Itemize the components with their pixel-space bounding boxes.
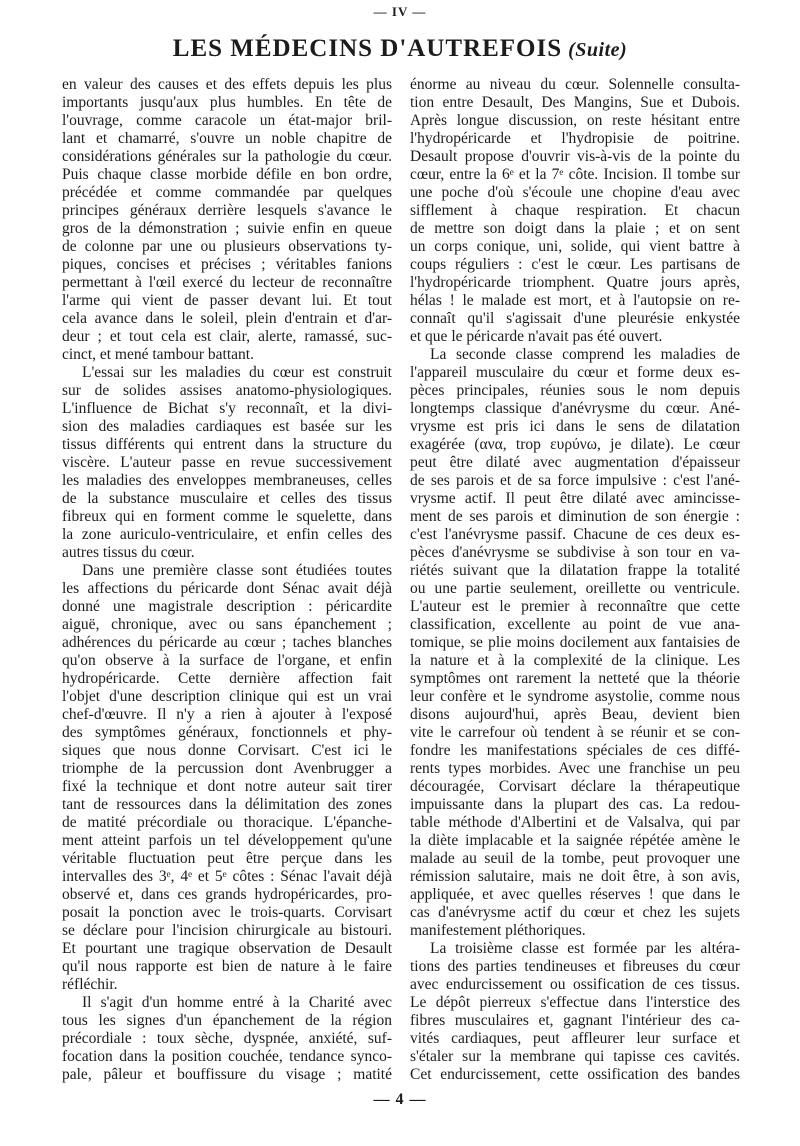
text-line: tions des parties tendineuses et fibreuses du cœur xyxy=(410,958,740,975)
text-line: pèces d'anévrysme se subdivise à son tour en va- xyxy=(410,544,740,561)
text-line: de ses parois et de sa force impulsive : c'est l'ané- xyxy=(410,472,740,489)
text-line: La troisième classe est formée par les altéra- xyxy=(430,940,740,957)
text-line: peut être dilaté avec augmentation d'épaisseur xyxy=(410,454,740,471)
page-number: — 4 — xyxy=(373,1091,427,1108)
text-line: deur ; et tout cela est clair, alerte, ramassé, suc- xyxy=(62,328,392,345)
text-line: l'hydropéricarde triomphent. Quatre jours après, xyxy=(410,274,740,291)
text-line: focation dans la position couchée, tendance synco- xyxy=(62,1048,392,1065)
text-line: chef-d'œuvre. Il n'y a rien à ajouter à l'exposé xyxy=(62,706,392,723)
text-line: sifflement à chaque respiration. Et chacun xyxy=(410,202,740,219)
text-line: permettant à l'œil exercé du lecteur de reconnaître xyxy=(62,274,392,291)
left-column xyxy=(62,76,392,1084)
text-line: et que le péricarde n'avait pas été ouvert. xyxy=(410,328,663,345)
text-line: Le dépôt pierreux s'effectue dans l'interstice des xyxy=(410,994,740,1011)
text-line: riétés suivant que la dilatation frappe la totalité xyxy=(410,562,740,579)
text-line: rents types morbides. Avec une franchise un peu xyxy=(410,760,740,777)
text-line: l'hydropéricarde et l'hydropisie de poitrine. xyxy=(410,130,740,147)
text-line: Et pourtant une tragique observation de Desault xyxy=(62,940,392,957)
text-line: Desault propose d'ouvrir vis-à-vis de la pointe du xyxy=(410,148,740,165)
text-line: lant et chamarré, s'ouvre un noble chapitre de xyxy=(62,130,392,147)
text-line: L'influence de Bichat s'y reconnaît, et la divi- xyxy=(62,400,392,417)
text-line: fibreux qui en forment comme le squelette, dans xyxy=(62,508,392,525)
text-line: ou une partie seulement, oreillette ou ventricule. xyxy=(410,580,740,597)
text-line: adhérences du péricarde au cœur ; taches blanches xyxy=(62,634,392,651)
text-line: malade au seuil de la tombe, peut provoquer une xyxy=(410,850,740,867)
text-line: rémission salutaire, mais ne doit être, à son avis, xyxy=(410,868,740,885)
text-line: l'arme qui vient de passer devant lui. Et tout xyxy=(62,292,392,309)
text-line: appliquée, et avec quelles réserves ! que dans le xyxy=(410,886,740,903)
text-line: siques que nous donne Corvisart. C'est ici le xyxy=(62,742,392,759)
text-line: vite le carrefour où tendent à se réunir et se con- xyxy=(410,724,740,741)
paragraph xyxy=(62,562,392,994)
text-line: découragée, Corvisart déclare la thérapeutique xyxy=(410,778,740,795)
text-line: hydropéricarde. Cette dernière affection fait xyxy=(62,670,392,687)
text-line: Dans une première classe sont étudiées toutes xyxy=(82,562,392,579)
text-line: Il s'agit d'un homme entré à la Charité avec xyxy=(82,994,392,1011)
paragraph xyxy=(62,364,392,562)
text-line: qu'on observe à la surface de l'organe, et enfin xyxy=(62,652,392,669)
text-line: vrysme actif. Il peut être dilaté avec amincisse- xyxy=(410,490,740,507)
text-line: L'auteur est le premier à reconnaître que cette xyxy=(410,598,740,615)
text-line: importants jusqu'aux plus humbles. En tête de xyxy=(62,94,392,111)
text-line: hélas ! le malade est mort, et à l'autopsie on re- xyxy=(410,292,740,309)
paragraph xyxy=(410,76,740,346)
text-line: vrysme est pris ici dans le sens de dilatation xyxy=(410,418,740,435)
title-text: LES MÉDECINS D'AUTREFOIS xyxy=(172,35,563,62)
text-line: viscère. L'auteur passe en revue successivement xyxy=(62,454,392,471)
text-line: pale, pâleur et bouffissure du visage ; matité xyxy=(62,1066,392,1083)
text-line: les maladies des enveloppes membraneuses, celles xyxy=(62,472,392,489)
text-line: longtemps classique d'anévrysme du cœur. Ané- xyxy=(410,400,740,417)
text-line: tion entre Desault, Des Mangins, Sue et Dubois. xyxy=(410,94,740,111)
text-line: qu'il nous rapporte est bien de nature à le faire xyxy=(62,958,392,975)
text-line: classification, excellente au point de vue ana- xyxy=(410,616,740,633)
text-line: gros de la démonstration ; suivie enfin en queue xyxy=(62,220,392,237)
text-line: de mettre son doigt dans la plaie ; et on sent xyxy=(410,220,740,237)
text-line: Puis chaque classe morbide défile en bon ordre, xyxy=(62,166,392,183)
page-title xyxy=(0,34,800,65)
text-line: réfléchir. xyxy=(62,976,118,993)
text-line: ment de ses parois et diminution de son énergie : xyxy=(410,508,740,525)
text-line: symptômes ont rarement la netteté que la théorie xyxy=(410,670,740,687)
text-line: c'est l'anévrysme passif. Chacune de ces deux es- xyxy=(410,526,740,543)
text-line: avec endurcissement ou ossification de ces tissus. xyxy=(410,976,740,993)
text-line: l'appareil musculaire du cœur et forme deux es- xyxy=(410,364,740,381)
paragraph xyxy=(62,76,392,364)
text-line: précédée et comme commandée par quelques xyxy=(62,184,392,201)
text-line: leur confère et le syndrome asystolie, comme nous xyxy=(410,688,740,705)
text-line: énorme au niveau du cœur. Solennelle consulta- xyxy=(410,76,740,93)
text-line: fondre les manifestations spéciales de ces diffé- xyxy=(410,742,740,759)
text-line: un corps conique, uni, solide, qui vient battre à xyxy=(410,238,740,255)
text-line: aiguë, chronique, avec ou sans épanchement ; xyxy=(62,616,392,633)
text-line: tomique, se plie moins docilement aux fantaisies de xyxy=(410,634,740,651)
text-line: impuissante dans la plupart des cas. La redou- xyxy=(410,796,740,813)
text-line: connaît qu'il s'agissait d'une pleurésie enkystée xyxy=(410,310,740,327)
text-line: pèces principales, réunies sous le nom depuis xyxy=(410,382,740,399)
text-line: ment atteint parfois un tel développement qu'une xyxy=(62,832,392,849)
text-line: tous les signes d'un épanchement de la région xyxy=(62,1012,392,1029)
text-line: intervalles des 3ᵉ, 4ᵉ et 5ᵉ côtes : Sénac l'avait déjà xyxy=(62,868,392,885)
paragraph xyxy=(62,994,392,1084)
text-line: cela avance dans le soleil, plein d'entrain et d'ar- xyxy=(62,310,392,327)
text-line: piques, concises et précises ; véritables fanions xyxy=(62,256,392,273)
text-line: de la substance musculaire et celles des tissus xyxy=(62,490,392,507)
text-line: La seconde classe comprend les maladies de xyxy=(430,346,740,363)
text-line: Après longue discussion, on reste hésitant entre xyxy=(410,112,740,129)
text-line: s'étaler sur la membrane qui tapisse ces cavités. xyxy=(410,1048,740,1065)
text-line: triomphe de la percussion dont Avenbrugger a xyxy=(62,760,392,777)
text-line: sion des maladies cardiaques est basée sur les xyxy=(62,418,392,435)
title-suffix: (Suite) xyxy=(568,39,628,61)
text-line: de matité précordiale ou thoracique. L'épanche- xyxy=(62,814,392,831)
text-line: la zone auriculo-ventriculaire, et enfin celles des xyxy=(62,526,392,543)
text-line: autres tissus du cœur. xyxy=(62,544,195,561)
text-line: des symptômes généraux, fonctionnels et phy- xyxy=(62,724,392,741)
text-line: véritable fluctuation peut être perçue dans les xyxy=(62,850,392,867)
text-line: coups réguliers : c'est le cœur. Les partisans de xyxy=(410,256,740,273)
text-line: une poche d'où s'écoule une chopine d'eau avec xyxy=(410,184,740,201)
text-line: cas d'anévrysme actif du cœur et chez les sujets xyxy=(410,904,740,921)
text-line: en valeur des causes et des effets depuis les plus xyxy=(62,76,392,93)
text-line: table méthode d'Albertini et de Valsalva, qui par xyxy=(410,814,740,831)
text-line: manifestement pléthoriques. xyxy=(410,922,586,939)
text-line: observé et, dans ces grands hydropéricardes, pro- xyxy=(62,886,392,903)
page-roman-numeral: — IV — xyxy=(373,4,427,19)
text-line: cœur, entre la 6ᵉ et la 7ᵉ côte. Incision. Il tombe sur xyxy=(410,166,740,183)
right-column xyxy=(410,76,740,1084)
text-line: de colonne par une ou plusieurs observations ty- xyxy=(62,238,392,255)
text-line: les affections du péricarde dont Sénac avait déjà xyxy=(62,580,392,597)
text-line: précordiale : toux sèche, dyspnée, anxiété, suf- xyxy=(62,1030,392,1047)
text-line: sur de solides assises anatomo-physiologiques. xyxy=(62,382,392,399)
text-line: donné une magistrale description : péricardite xyxy=(62,598,392,615)
text-line: vités cardiaques, peut affleurer leur surface et xyxy=(410,1030,740,1047)
text-line: fibres musculaires et, gagnant l'intérieur des ca- xyxy=(410,1012,740,1029)
text-line: tant de ressources dans la délimitation des zones xyxy=(62,796,392,813)
text-line: L'essai sur les maladies du cœur est construit xyxy=(82,364,392,381)
text-line: exagérée (ανα, trop ευρύνω, je dilate). Le cœur xyxy=(410,436,740,453)
text-line: principes généraux derrière lesquels s'avance le xyxy=(62,202,392,219)
text-line: l'ouvrage, comme caracole un état-major bril- xyxy=(62,112,392,129)
text-line: posait la ponction avec le trois-quarts. Corvisart xyxy=(62,904,392,921)
text-line: l'objet d'une description clinique qui est un vrai xyxy=(62,688,392,705)
text-line: la diète implacable et la saignée répétée amène le xyxy=(410,832,740,849)
text-line: la nature et à la complexité de la clinique. Les xyxy=(410,652,740,669)
text-line: cinct, et mené tambour battant. xyxy=(62,346,254,363)
text-line: disons aujourd'hui, après Beau, devient bien xyxy=(410,706,740,723)
text-line: tissus différents qui entrent dans la structure du xyxy=(62,436,392,453)
text-line: Cet endurcissement, cette ossification des bandes xyxy=(410,1066,740,1083)
text-line: se déclare pour l'incision chirurgicale au bistouri. xyxy=(62,922,392,939)
paragraph xyxy=(410,346,740,940)
text-line: considérations générales sur la pathologie du cœur. xyxy=(62,148,392,165)
text-line: fixé la technique et dont notre auteur sait tirer xyxy=(62,778,392,795)
paragraph xyxy=(410,940,740,1084)
